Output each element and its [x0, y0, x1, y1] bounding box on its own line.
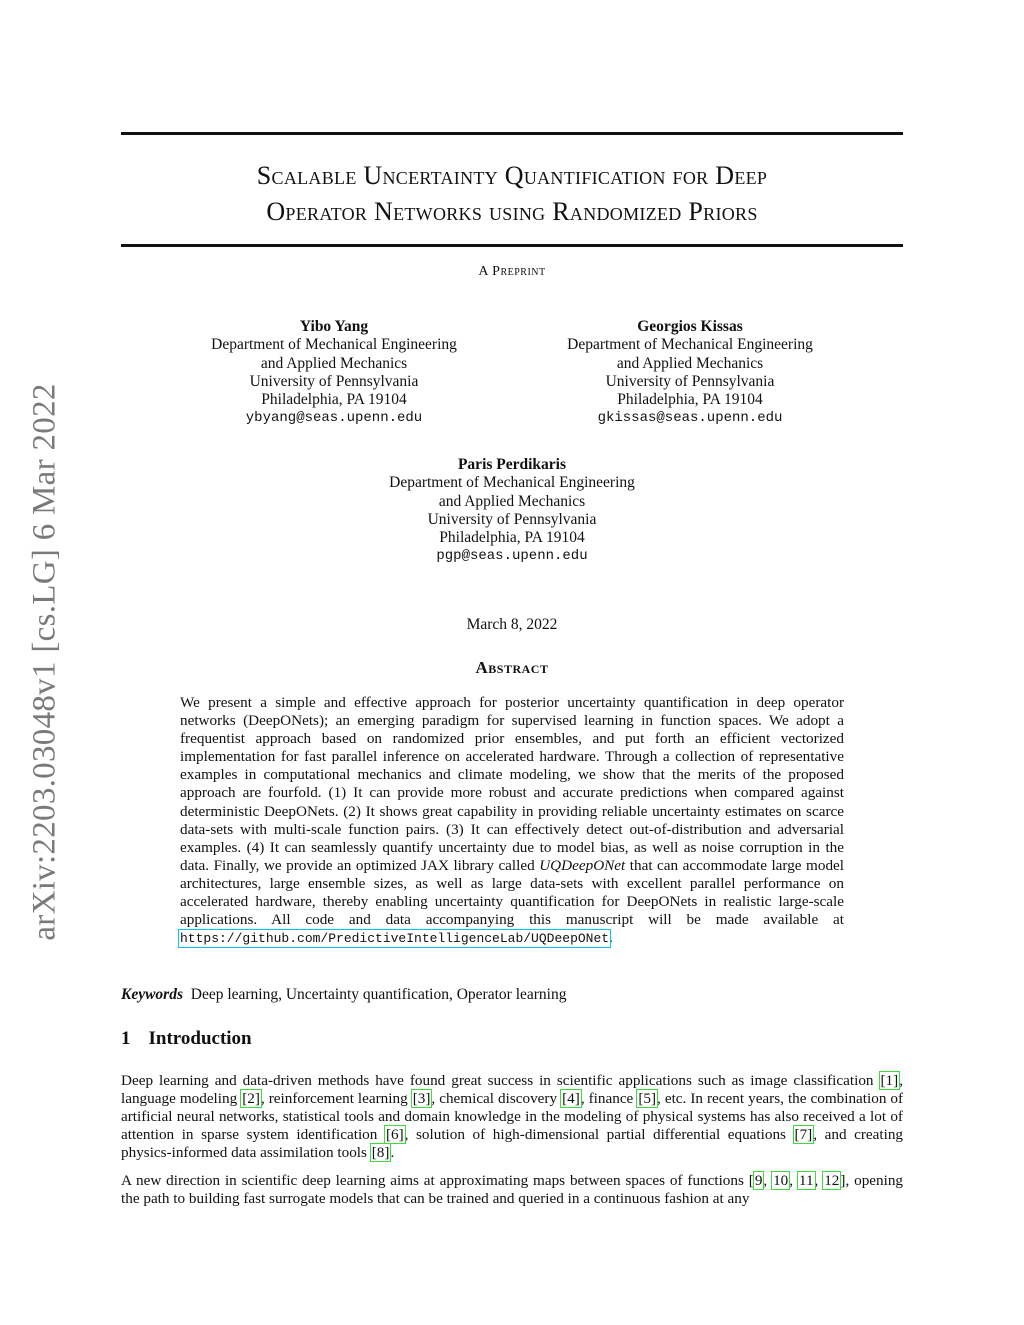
title-line-1: Scalable Uncertainty Quantification for Deep: [256, 161, 768, 190]
citation-link-12[interactable]: 12: [824, 1172, 840, 1189]
citation-link-1[interactable]: [1]: [880, 1072, 899, 1089]
author-university: University of Pennsylvania: [427, 510, 597, 528]
publication-date: March 8, 2022: [466, 616, 558, 633]
abstract-text-part-2: that can accommodate large model architectures, large ensemble sizes, as well as large data-sets with excellent parallel performance on accelerated hardware, thereby enabling uncertainty quantification for DeepONets in realistic large-scale applications. All code and data accompanying this manuscript will be made available at: [180, 856, 845, 929]
author-department-line2: and Applied Mechanics: [616, 354, 764, 372]
preprint-label: A Preprint: [478, 264, 546, 279]
citation-link-8[interactable]: [8]: [371, 1144, 390, 1162]
author-email: ybyang@seas.upenn.edu: [245, 410, 423, 427]
citation-link-5[interactable]: [5]: [638, 1090, 657, 1108]
title-bottom-rule: [121, 244, 903, 247]
paragraph-text: , etc. In recent years, the combination of artificial neural networks, statistical tools and domain knowledge in the modeling of physical systems has also received a lot of attention in sparse system identification: [121, 1090, 904, 1144]
code-repository-link[interactable]: https://github.com/PredictiveIntelligenceLab/UQDeepONet: [180, 931, 610, 947]
abstract-heading: Abstract: [475, 658, 549, 677]
paragraph-text: , finance: [580, 1090, 634, 1108]
intro-paragraph-2: [121, 1172, 903, 1208]
citation-separator: ,: [814, 1172, 824, 1189]
paragraph-text: , language modeling: [121, 1072, 904, 1108]
title-line-2: Operator Networks using Randomized Priors: [266, 197, 758, 226]
section-title: Introduction: [148, 1028, 252, 1049]
citation-link-7[interactable]: [7]: [794, 1126, 813, 1144]
title-top-rule: [121, 132, 903, 135]
author-name: Yibo Yang: [299, 318, 369, 335]
author-name: Paris Perdikaris: [457, 456, 567, 473]
author-block-kissas: [510, 318, 870, 428]
author-department: Department of Mechanical Engineering: [567, 336, 813, 354]
keywords-list: Deep learning, Uncertainty quantification, Operator learning: [190, 986, 567, 1003]
author-name: Georgios Kissas: [637, 318, 743, 335]
citation-link-2[interactable]: [2]: [242, 1090, 260, 1108]
citation-link-4[interactable]: [4]: [562, 1090, 580, 1108]
paragraph-text: Deep learning and data-driven methods have found great success in scientific applications such as image classification: [121, 1072, 874, 1089]
citation-link-3[interactable]: [3]: [412, 1090, 431, 1108]
intro-paragraph-1: [121, 1072, 903, 1162]
paragraph-text: , reinforcement learning: [260, 1090, 408, 1108]
section-number: 1: [121, 1028, 131, 1049]
paragraph-text: A new direction in scientific deep learning aims at approximating maps between spaces of functions [: [121, 1172, 754, 1189]
author-department: Department of Mechanical Engineering: [211, 336, 457, 354]
keywords-line: [121, 986, 903, 1004]
author-email: pgp@seas.upenn.edu: [436, 548, 588, 565]
citation-link-6[interactable]: [6]: [385, 1126, 404, 1144]
section-heading-introduction: [121, 1028, 252, 1050]
arxiv-identifier-stamp: arXiv:2203.03048v1 [cs.LG] 6 Mar 2022: [26, 383, 63, 941]
author-city: Philadelphia, PA 19104: [439, 529, 585, 547]
abstract-body: [180, 694, 844, 948]
author-university: University of Pennsylvania: [249, 372, 419, 390]
paragraph-text: , and creating physics-informed data assimilation tools: [121, 1126, 904, 1162]
paragraph-text: , chemical discovery: [431, 1090, 558, 1108]
author-city: Philadelphia, PA 19104: [261, 391, 407, 409]
author-department-line2: and Applied Mechanics: [260, 354, 408, 372]
author-university: University of Pennsylvania: [605, 372, 775, 390]
author-department: Department of Mechanical Engineering: [389, 474, 635, 492]
author-block-perdikaris: [332, 456, 692, 566]
paper-title: [121, 158, 903, 230]
keywords-label: Keywords: [121, 986, 183, 1003]
abstract-text-end: .: [609, 929, 613, 947]
author-city: Philadelphia, PA 19104: [617, 391, 763, 409]
paragraph-text: , solution of high-dimensional partial differential equations: [404, 1126, 786, 1144]
citation-link-11[interactable]: 11: [798, 1172, 814, 1189]
author-block-yang: [154, 318, 514, 428]
abstract-text-part-1: We present a simple and effective approach for posterior uncertainty quantification in deep operator networks (DeepONets); an emerging paradigm for supervised learning in function spaces. We adopt a frequentist approach based on randomized prior ensembles, and put forth an efficient vectorized implementation for fast parallel inference on accelerated hardware. Through a collection of representative examples in computational mechanics and climate modeling, we show that the merits of the proposed approach are fourfold. (1) It can provide more robust and accurate predictions when compared against deterministic DeepONets. (2) It shows great capability in providing reliable uncertainty estimates on scarce data-sets with multi-scale function pairs. (3) It can effectively detect out-of-distribution and adversarial examples. (4) It can seamlessly quantify uncertainty due to model bias, as well as noise corruption in the data. Finally, we provide an optimized JAX library called: [180, 694, 844, 874]
citation-link-9[interactable]: 9: [754, 1172, 763, 1189]
citation-separator: ,: [789, 1172, 798, 1189]
author-department-line2: and Applied Mechanics: [438, 492, 586, 510]
citation-separator: ,: [763, 1172, 773, 1189]
citation-link-10[interactable]: 10: [773, 1172, 789, 1189]
paragraph-text: .: [390, 1144, 395, 1162]
author-email: gkissas@seas.upenn.edu: [597, 410, 783, 427]
library-name: UQDeepONet: [539, 856, 626, 874]
paragraph-text: ], opening the path to building fast surrogate models that can be trained and queried in a continuous fashion at any: [121, 1172, 904, 1208]
